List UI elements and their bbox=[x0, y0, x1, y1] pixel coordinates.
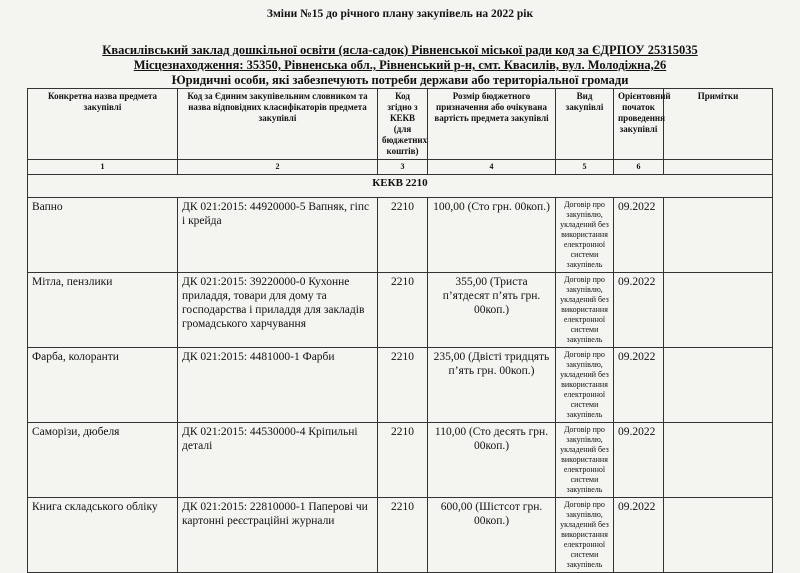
column-number-empty bbox=[664, 160, 773, 175]
item-kekv: 2210 bbox=[378, 423, 428, 498]
item-kekv: 2210 bbox=[378, 498, 428, 573]
item-procurement-type: Договір про закупівлю, укладений без використання електронної системи закупівель bbox=[556, 423, 614, 498]
document-title: Зміни №15 до річного плану закупівель на 2022 рік bbox=[266, 8, 534, 20]
item-kekv: 2210 bbox=[378, 348, 428, 423]
item-procurement-type: Договір про закупівлю, укладений без використання електронної системи закупівель bbox=[556, 348, 614, 423]
item-procurement-type: Договір про закупівлю, укладений без використання електронної системи закупівель bbox=[556, 498, 614, 573]
customer-category: Юридичні особи, які забезпечують потреби держави або територіальної громади bbox=[171, 73, 629, 87]
column-number-row bbox=[28, 160, 773, 175]
column-header: Вид закупівлі bbox=[556, 89, 614, 160]
column-number: 4 bbox=[428, 160, 556, 175]
item-start-date: 09.2022 bbox=[614, 348, 664, 423]
table-row bbox=[28, 198, 773, 273]
item-kekv: 2210 bbox=[378, 273, 428, 348]
item-name: Книга складського обліку bbox=[28, 498, 178, 573]
item-note bbox=[664, 273, 773, 348]
item-amount: 355,00 (Триста п’ятдесят п’ять грн. 00коп.) bbox=[428, 273, 556, 348]
item-start-date: 09.2022 bbox=[614, 423, 664, 498]
kekv-section-row bbox=[28, 175, 773, 198]
item-procurement-type: Договір про закупівлю, укладений без використання електронної системи закупівель bbox=[556, 198, 614, 273]
column-number: 5 bbox=[556, 160, 614, 175]
organization-address: Місцезнаходження: 35350, Рівненська обл., Рівненський р-н, смт. Квасилів, вул. Молодіжна,26 bbox=[133, 58, 667, 72]
column-header: Конкретна назва предмета закупівлі bbox=[28, 89, 178, 160]
column-header: Код за Єдиним закупівельним словником та назва відповідних класифікаторів предмета закупівлі bbox=[178, 89, 378, 160]
item-start-date: 09.2022 bbox=[614, 498, 664, 573]
column-header: Примітки bbox=[664, 89, 773, 160]
item-amount: 235,00 (Двісті тридцять п’ять грн. 00коп.) bbox=[428, 348, 556, 423]
item-kekv: 2210 bbox=[378, 198, 428, 273]
item-name: Саморізи, дюбеля bbox=[28, 423, 178, 498]
column-number: 2 bbox=[178, 160, 378, 175]
item-note bbox=[664, 198, 773, 273]
item-name: Мітла, пензлики bbox=[28, 273, 178, 348]
kekv-section-label: КЕКВ 2210 bbox=[28, 175, 773, 198]
item-amount: 600,00 (Шістсот грн. 00коп.) bbox=[428, 498, 556, 573]
item-code: ДК 021:2015: 39220000-0 Кухонне приладдя, товари для дому та господарства і приладдя для закладів громадського харчування bbox=[178, 273, 378, 348]
table-row bbox=[28, 273, 773, 348]
item-code: ДК 021:2015: 44920000-5 Вапняк, гіпс і крейда bbox=[178, 198, 378, 273]
item-amount: 100,00 (Сто грн. 00коп.) bbox=[428, 198, 556, 273]
item-amount: 110,00 (Сто десять грн. 00коп.) bbox=[428, 423, 556, 498]
item-note bbox=[664, 498, 773, 573]
item-code: ДК 021:2015: 22810000-1 Паперові чи картонні реєстраційні журнали bbox=[178, 498, 378, 573]
table-row bbox=[28, 498, 773, 573]
table-row bbox=[28, 423, 773, 498]
item-start-date: 09.2022 bbox=[614, 198, 664, 273]
table-header-row bbox=[28, 89, 773, 160]
item-procurement-type: Договір про закупівлю, укладений без використання електронної системи закупівель bbox=[556, 273, 614, 348]
item-note bbox=[664, 348, 773, 423]
column-number: 6 bbox=[614, 160, 664, 175]
column-header: Орієнтовний початок проведення закупівлі bbox=[614, 89, 664, 160]
column-header: Розмір бюджетного призначення або очікувана вартість предмета закупівлі bbox=[428, 89, 556, 160]
column-number: 1 bbox=[28, 160, 178, 175]
column-number: 3 bbox=[378, 160, 428, 175]
item-code: ДК 021:2015: 44530000-4 Кріпильні деталі bbox=[178, 423, 378, 498]
procurement-table bbox=[27, 88, 773, 573]
table-row bbox=[28, 348, 773, 423]
column-header: Код згідно з КЕКВ (для бюджетних коштів) bbox=[378, 89, 428, 160]
item-code: ДК 021:2015: 4481000-1 Фарби bbox=[178, 348, 378, 423]
item-start-date: 09.2022 bbox=[614, 273, 664, 348]
item-name: Фарба, колоранти bbox=[28, 348, 178, 423]
organization-name: Квасилівський заклад дошкільної освіти (ясла-садок) Рівненської міської ради код за ЄДРПОУ 25315035 bbox=[102, 43, 698, 57]
item-note bbox=[664, 423, 773, 498]
item-name: Вапно bbox=[28, 198, 178, 273]
